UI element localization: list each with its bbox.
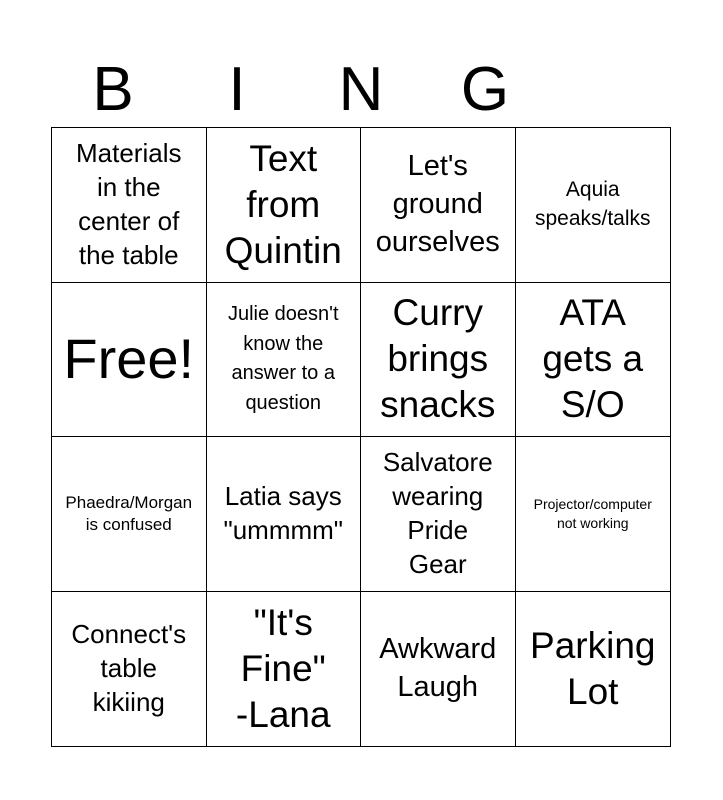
bingo-cell[interactable] [207,128,362,283]
header-letter-i: I [228,55,246,124]
cell-label: Awkward Laugh [379,633,497,703]
bingo-cell[interactable] [52,437,207,592]
cell-label: Latia says "ummmm" [223,480,344,545]
bingo-cell[interactable] [361,128,516,283]
header-letter-n: N [338,55,384,124]
bingo-cell[interactable] [516,128,671,283]
bingo-cell[interactable] [207,437,362,592]
cell-label: Salvatore wearing Pride Gear [382,447,493,579]
header-letter-g: G [460,55,510,124]
bingo-board [51,127,671,747]
cell-label: Materials in the center of the table [76,138,182,270]
header-letter-b: B [92,55,134,124]
bingo-cell[interactable] [361,283,516,438]
cell-label: Julie doesn't know the answer to a question [227,303,339,414]
cell-label: "It's Fine" -Lana [235,601,331,735]
cell-label: Let's ground ourselves [375,150,500,258]
bingo-cell[interactable] [52,128,207,283]
bingo-cell[interactable] [207,592,362,747]
bingo-header [51,52,671,128]
bingo-cell[interactable] [516,592,671,747]
bingo-cell[interactable] [361,592,516,747]
bingo-cell[interactable] [361,437,516,592]
bingo-cell[interactable] [207,283,362,438]
bingo-cell[interactable] [516,437,671,592]
free-space-label: Free! [63,326,195,390]
free-space-cell[interactable] [52,283,207,438]
cell-label: Parking Lot [530,624,656,712]
cell-label: Connect's table kikiing [71,619,187,717]
cell-label: ATA gets a S/O [542,292,644,426]
cell-label: Curry brings snacks [380,292,496,426]
cell-label: Text from Quintin [224,137,342,271]
bingo-cell[interactable] [516,283,671,438]
cell-label: Phaedra/Morgan is confused [65,493,193,534]
bingo-cell[interactable] [52,592,207,747]
cell-label: Aquia speaks/talks [534,178,651,230]
cell-label: Projector/computer not working [533,495,652,531]
